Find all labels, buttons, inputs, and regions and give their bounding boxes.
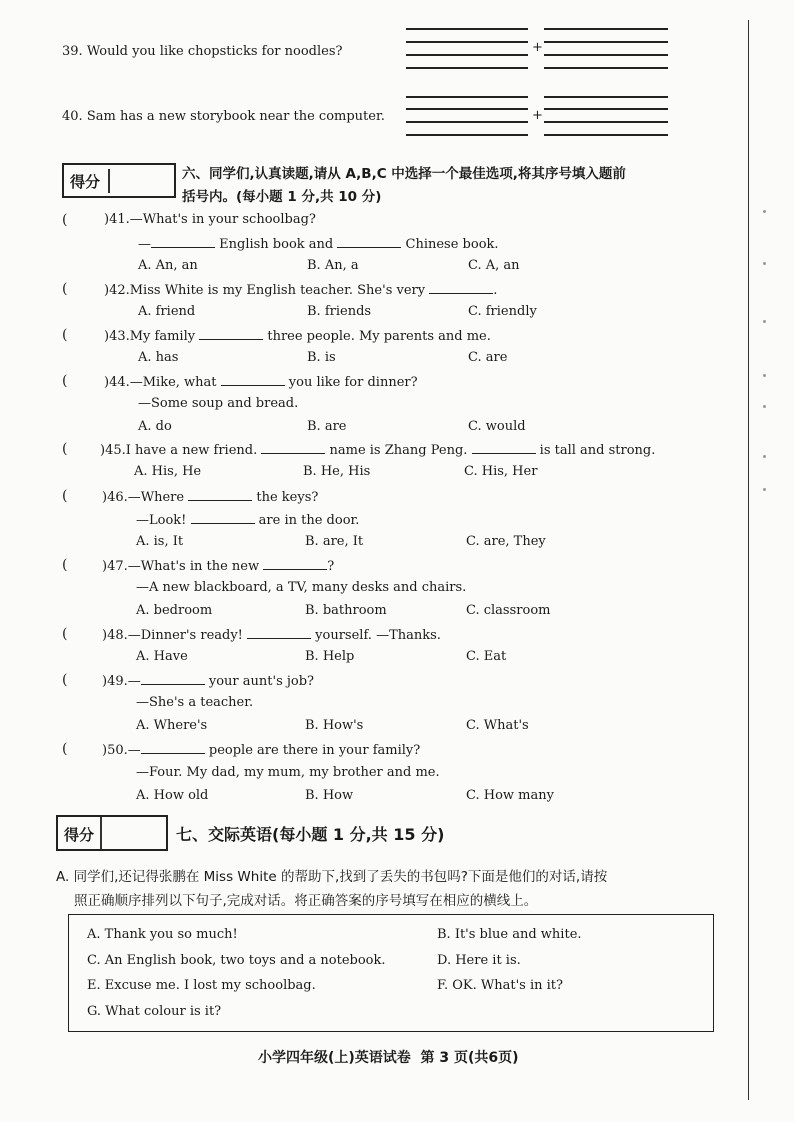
answer-line[interactable] — [406, 54, 528, 56]
mc-line2-44: —Some soup and bread. — [138, 396, 299, 411]
blank[interactable] — [141, 672, 205, 685]
mc-stem-43: )43.My family three people. My parents and me. — [104, 329, 491, 344]
mc-line2-46: —Look! are in the door. — [136, 513, 360, 528]
blank[interactable] — [261, 441, 325, 454]
option-b[interactable]: B. are — [307, 419, 347, 434]
answer-line[interactable] — [544, 121, 668, 123]
question-39: 39. Would you like chopsticks for noodles? — [62, 44, 343, 59]
score-box[interactable] — [62, 163, 176, 198]
option-b[interactable]: B. friends — [307, 304, 372, 319]
blank[interactable] — [141, 741, 205, 754]
answer-line[interactable] — [544, 41, 668, 43]
mc-question-47: ( — [62, 557, 68, 573]
mc-stem-44: )44.—Mike, what you like for dinner? — [104, 375, 418, 390]
option-c[interactable]: C. How many — [466, 788, 554, 803]
dialogue-option-e: E. Excuse me. I lost my schoolbag. — [87, 978, 316, 993]
section-6-title: 六、同学们,认真读题,请从 A,B,C 中选择一个最佳选项,将其序号填入题前 — [182, 166, 626, 182]
margin-dot — [763, 455, 766, 458]
mc-question-42: ( — [62, 281, 68, 297]
dialogue-option-d: D. Here it is. — [437, 953, 521, 968]
answer-line[interactable] — [544, 96, 668, 98]
question-40: 40. Sam has a new storybook near the computer. — [62, 109, 385, 124]
answer-line[interactable] — [406, 41, 528, 43]
option-b[interactable]: B. Help — [305, 649, 355, 664]
mc-question-50: ( — [62, 741, 68, 757]
binding-line — [748, 20, 749, 1100]
option-c[interactable]: C. are — [468, 350, 508, 365]
mc-line2-47: —A new blackboard, a TV, many desks and chairs. — [136, 580, 467, 595]
score-label: 得分 — [64, 826, 95, 844]
answer-line[interactable] — [406, 134, 528, 136]
mc-question-48: ( — [62, 626, 68, 642]
score-divider — [108, 169, 110, 193]
option-c[interactable]: C. classroom — [466, 603, 551, 618]
mc-question-43: ( — [62, 327, 68, 343]
answer-line[interactable] — [544, 134, 668, 136]
dialogue-option-c: C. An English book, two toys and a notebook. — [87, 953, 386, 968]
mc-question-44: ( — [62, 373, 68, 389]
margin-dot — [763, 488, 766, 491]
option-b[interactable]: B. He, His — [303, 464, 371, 479]
margin-dot — [763, 405, 766, 408]
score-divider — [100, 817, 102, 849]
blank[interactable] — [221, 373, 285, 386]
option-a[interactable]: A. do — [138, 419, 172, 434]
answer-line[interactable] — [544, 108, 668, 110]
blank[interactable] — [263, 557, 327, 570]
answer-line[interactable] — [406, 96, 528, 98]
mc-stem-45: )45.I have a new friend. name is Zhang Peng. is tall and strong. — [100, 443, 656, 458]
blank[interactable] — [429, 281, 493, 294]
option-a[interactable]: A. How old — [136, 788, 209, 803]
option-a[interactable]: A. has — [138, 350, 179, 365]
option-b[interactable]: B. How — [305, 788, 354, 803]
mc-stem-48: )48.—Dinner's ready! yourself. —Thanks. — [102, 628, 441, 643]
page-footer: 小学四年级(上)英语试卷 第 3 页(共6页) — [258, 1050, 519, 1066]
blank[interactable] — [337, 235, 401, 248]
margin-dot — [763, 262, 766, 265]
mc-question-41: ( — [62, 212, 68, 228]
option-b[interactable]: B. are, It — [305, 534, 364, 549]
option-b[interactable]: B. An, a — [307, 258, 359, 273]
option-b[interactable]: B. How's — [305, 718, 364, 733]
answer-line[interactable] — [544, 28, 668, 30]
section-6-title-cont: 括号内。(每小题 1 分,共 10 分) — [182, 189, 382, 205]
blank[interactable] — [188, 488, 252, 501]
option-a[interactable]: A. An, an — [138, 258, 198, 273]
option-a[interactable]: A. is, It — [136, 534, 184, 549]
option-c[interactable]: C. His, Her — [464, 464, 538, 479]
dialogue-option-a: A. Thank you so much! — [87, 927, 238, 942]
answer-line[interactable] — [406, 67, 528, 69]
option-a[interactable]: A. friend — [138, 304, 196, 319]
option-b[interactable]: B. is — [307, 350, 336, 365]
mc-stem-47: )47.—What's in the new ? — [102, 559, 335, 574]
mc-stem-46: )46.—Where the keys? — [102, 490, 319, 505]
option-a[interactable]: A. His, He — [134, 464, 202, 479]
option-c[interactable]: C. friendly — [468, 304, 537, 319]
answer-line[interactable] — [544, 67, 668, 69]
mc-line2-50: —Four. My dad, my mum, my brother and me. — [136, 765, 440, 780]
answer-line[interactable] — [406, 108, 528, 110]
blank[interactable] — [151, 235, 215, 248]
answer-line[interactable] — [406, 28, 528, 30]
mc-stem-41: )41.—What's in your schoolbag? — [104, 212, 316, 227]
margin-dot — [763, 320, 766, 323]
score-box[interactable] — [56, 815, 168, 851]
part-a-instruction: A. 同学们,还记得张鹏在 Miss White 的帮助下,找到了丢失的书包吗?下面是他们的对话,请按 — [56, 869, 608, 885]
blank[interactable] — [472, 441, 536, 454]
plus-sign: + — [532, 40, 543, 55]
answer-line[interactable] — [406, 121, 528, 123]
mc-question-45: ( — [62, 441, 68, 457]
option-a[interactable]: A. bedroom — [136, 603, 213, 618]
dialogue-option-b: B. It's blue and white. — [437, 927, 582, 942]
option-a[interactable]: A. Have — [136, 649, 188, 664]
mc-stem-49: )49.— your aunt's job? — [102, 674, 315, 689]
mc-line2-49: —She's a teacher. — [136, 695, 254, 710]
part-a-instruction-cont: 照正确顺序排列以下句子,完成对话。将正确答案的序号填写在相应的横线上。 — [74, 893, 538, 909]
option-c[interactable]: C. A, an — [468, 258, 520, 273]
option-a[interactable]: A. Where's — [136, 718, 208, 733]
blank[interactable] — [247, 626, 311, 639]
mc-stem-42: )42.Miss White is my English teacher. She's very . — [104, 283, 498, 298]
answer-line[interactable] — [544, 54, 668, 56]
mc-stem-50: )50.— people are there in your family? — [102, 743, 421, 758]
dialogue-options-box — [68, 914, 714, 1032]
mc-question-46: ( — [62, 488, 68, 504]
option-c[interactable]: C. would — [468, 419, 526, 434]
dialogue-option-f: F. OK. What's in it? — [437, 978, 563, 993]
mc-question-49: ( — [62, 672, 68, 688]
margin-dot — [763, 210, 766, 213]
blank[interactable] — [191, 511, 255, 524]
blank[interactable] — [199, 327, 263, 340]
option-c[interactable]: C. Eat — [466, 649, 507, 664]
dialogue-option-g: G. What colour is it? — [87, 1004, 222, 1019]
option-b[interactable]: B. bathroom — [305, 603, 387, 618]
margin-dot — [763, 374, 766, 377]
plus-sign: + — [532, 108, 543, 123]
score-label: 得分 — [70, 173, 101, 191]
option-c[interactable]: C. What's — [466, 718, 529, 733]
mc-line2-41: — English book and Chinese book. — [138, 237, 499, 252]
section-7-title: 七、交际英语(每小题 1 分,共 15 分) — [176, 825, 445, 844]
option-c[interactable]: C. are, They — [466, 534, 546, 549]
